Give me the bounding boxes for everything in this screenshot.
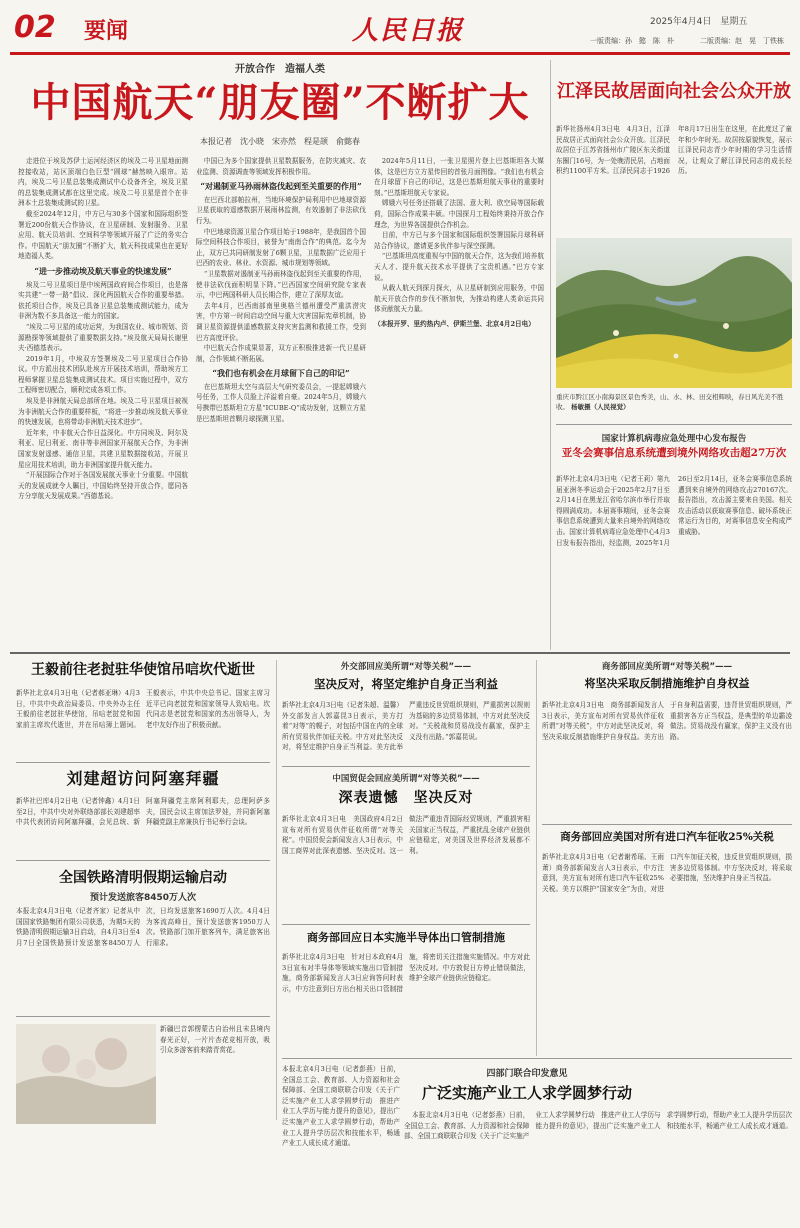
railway-headline: 全国铁路清明假期运输启动	[59, 870, 227, 886]
mfa-body: 新华社北京4月3日电（记者朱超、温馨）外交部发言人郭嘉昆3日表示，美方打着“对等”的幌子，对包括中国在内的全球所有贸易伙伴加征关税。中方对此坚决反对，将坚定维护自身正当利益。美方此举严重违反世贸组织规则，严重损害以规则为基础的多边贸易体制，中方对此坚决反对。“关税战和贸易战没有赢家，保护主义没有出路。”郭嘉昆说。	[282, 701, 530, 752]
masthead-logo: 人民日报	[352, 16, 465, 46]
lead-subhead: “我们也有机会在月球留下自己的印记”	[212, 368, 350, 379]
wangyi-body: 新华社北京4月3日电（记者郝亚琳）4月3日，中共中央政治局委员、中央外办主任王毅前往老挝驻华使馆，吊唁老挝党和国家前主席坎代逝世，并在吊唁簿上题词。王毅表示，中共中央总书记、国家主席习近平已向老挝党和国家领导人致唁电。坎代同志是老挝党和国家的杰出领导人，为老中友好作出了积极贡献。	[16, 689, 270, 729]
divider	[10, 652, 790, 654]
lead-headline: 中国航天“朋友圈”不断扩大	[30, 79, 530, 126]
auto-tariff-body: 新华社北京4月3日电（记者谢希瑶、王雨萧）商务部新闻发言人3日表示，中方注意到，美方宣布对所有进口汽车征收25%关税。美方以维护“国家安全”为由，对进口汽车加征关税，违反世贸组织规则，损害多边贸易体制。中方坚决反对，将采取必要措施，坚决维护自身正当权益。	[542, 853, 792, 893]
lead-subhead: “对遏制亚马孙雨林盗伐起到至关重要的作用”	[200, 181, 362, 192]
editor-line-1: 一版责编：孙 懿 陈 朴	[590, 37, 674, 45]
divider	[16, 860, 270, 861]
lead-paragraph: 截至2024年12月，中方已与30多个国家和国际组织签署近200份航天合作协议，在卫星研制、发射服务、卫星应用、航天员培训、空间科学等领域开展了广泛的务实合作。中国航天“朋友圈”不断扩大，航天科技成果也在更好地造福人类。	[18, 209, 188, 261]
ccpit-kicker: 中国贸促会回应美所谓“对等关税”——	[332, 774, 480, 784]
talent-body-left: 本报北京4月3日电（记者彭燕）日前，全国总工会、教育部、人力资源和社会保障部、全国工商联联合印发《关于广泛实施产业工人求学圆梦行动 推进产业工人学历与能力提升的意见》，提出广泛实施产业工人求学圆梦行动，帮助产业工人提升学历层次和技能水平，畅通产业工人成长成才通道。	[282, 1065, 400, 1148]
ccpit-body: 新华社北京4月3日电 美国政府4月2日宣布对所有贸易伙伴征收所谓“对等关税”。中国贸促会新闻发言人3日表示，中国工商界对此深表遗憾、坚决反对。这一做法严重违背国际经贸规则，严重损害相关国家正当权益，严重扰乱全球产业链供应链稳定，对美国及世界经济发展都不利。	[282, 815, 530, 855]
mfa-headline: 坚决反对，将坚定维护自身正当利益	[314, 677, 498, 691]
lead-paragraph: “巴基斯坦高度重视与中国的航天合作，这为我们培养航天人才、提升航天技术水平提供了宝贵机遇。”巴方专家说。	[374, 252, 544, 282]
railway-body: 本报北京4月3日电（记者齐家）记者从中国国家铁路集团有限公司获悉，为期5天的铁路清明假期运输3日启动，自4月3日至4月7日全国铁路预计发送旅客8450万人次，日均发送旅客1690万人次。4月4日为客流高峰日，预计发送旅客1950万人次。铁路部门加开旅客列车，满足旅客出行需求。	[16, 907, 270, 947]
lead-paragraph: “卫星数据对遏制亚马孙雨林盗伐起到至关重要的作用，使非法砍伐面积明显下降。”巴西国家空间研究院专家表示，中巴两国科研人员长期合作，建立了深厚友谊。	[196, 269, 366, 300]
lead-paragraph: 中巴航天合作成果显著，双方正积极推进新一代卫星研制，合作领域不断拓展。	[196, 344, 366, 363]
lead-column-1	[18, 156, 188, 644]
editor-line-2: 二版责编：赵 晃 丁铁栋	[700, 37, 784, 45]
ad-caption: 新疆巴音郭楞蒙古自治州且末县境内春光正好，一片片杏花竞相开放，吸引众多游客前来踏青赏花。	[160, 1025, 270, 1055]
lead-paragraph: 去年4月，巴西南部南里奥格兰德州遭受严重洪涝灾害，中方第一时间启动空间与重大灾害国际宪章机制，协调卫星资源提供遥感数据支持灾害监测和救援工作，受到巴方高度评价。	[196, 301, 366, 342]
lead-dateline: （本报开罗、里约热内卢、伊斯兰堡、北京4月2日电）	[374, 319, 535, 328]
lead-subhead: “进一步推动埃及航天事业的快速发展”	[34, 265, 172, 276]
landscape-photo	[556, 238, 792, 388]
mofcom-headline: 将坚决采取反制措施维护自身权益	[584, 677, 750, 690]
divider	[282, 766, 530, 767]
japan-export-headline: 商务部回应日本实施半导体出口管制措施	[307, 931, 505, 944]
lead-paragraph: 从载人航天到探月探火，从卫星研制到应用服务，中国航天开放合作的步伐不断加快，为推动构建人类命运共同体贡献航天力量。	[374, 284, 544, 314]
liujianchao-headline: 刘建超访问阿塞拜疆	[66, 769, 220, 788]
cyber-body: 新华社北京4月3日电（记者王莉）第九届亚洲冬季运动会于2025年2月7日至2月14日在黑龙江省哈尔滨市举行并取得圆满成功。本届赛事期间，亚冬会赛事信息系统遭到大量来自境外的网络攻击。国家计算机病毒应急处理中心4月3日发布报告指出，经监测，2025年1月26日至2月14日，亚冬会赛事信息系统遭到来自境外的网络攻击270167次。报告指出，攻击源主要来自美国。相关攻击活动以获取赛事信息、破坏系统正常运行为目的，对赛事信息安全构成严重威胁。	[556, 475, 792, 547]
auto-tariff-headline: 商务部回应美国对所有进口汽车征收25%关税	[560, 831, 774, 843]
lead-column-3	[374, 156, 544, 644]
page-number: 02	[14, 10, 56, 45]
issue-date: 2025年4月4日 星期五	[650, 17, 748, 27]
lead-paragraph: 在巴基斯坦太空与高层大气研究委员会，一提起嫦娥六号任务，工作人员脸上洋溢着自豪。2024年5月，嫦娥六号携带巴基斯坦立方星“ICUBE-Q”成功发射，这颗立方星是巴基斯坦首颗月球探测卫星。	[196, 382, 366, 423]
lead-paragraph: 嫦娥六号任务还搭载了法国、意大利、欧空局等国际载荷，国际合作成果丰硕。中国探月工程始终秉持开放合作理念，为世界各国提供合作机会。	[374, 199, 544, 229]
railway-subtitle: 预计发送旅客8450万人次	[89, 893, 197, 903]
lead-paragraph: 2019年1月，中埃双方签署埃及二号卫星项目合作协议。中方派出技术团队赴埃方开展技术培训，帮助埃方工程师掌握卫星总装集成测试技术。项目实施过程中，双方工程师密切配合，顺利完成各项工作。	[18, 354, 188, 395]
lead-paragraph: 埃及二号卫星项目是中埃两国政府间合作项目，也是落实共建“一带一路”倡议、深化两国航天合作的重要举措。依托项目合作，埃及已具备卫星总装集成测试能力，成为非洲为数不多具备这一能力的国家。	[18, 280, 188, 321]
lead-paragraph: 中国已为多个国家提供卫星数据服务，在防灾减灾、农业监测、资源调查等领域发挥积极作用。	[196, 157, 366, 176]
ccpit-headline: 深表遗憾 坚决反对	[338, 790, 474, 806]
japan-export-body: 新华社北京4月3日电 针对日本政府4月3日宣布对半导体等领域实施出口管制措施，商务部新闻发言人3日应询答问时表示，中方注意到日方出台相关出口管制措施，将密切关注措施实施情况。中方对此坚决反对。中方敦促日方停止错误做法，维护全球产业链供应链稳定。	[282, 953, 530, 993]
column-divider	[276, 660, 277, 1120]
lead-paragraph: “埃及二号卫星的成功运营，为我国农业、城市规划、资源勘探等领域提供了重要数据支持。”埃及航天局局长谢里夫·西德基表示。	[18, 322, 188, 353]
residence-headline: 江泽民故居面向社会公众开放	[557, 81, 791, 102]
talent-kicker: 四部门联合印发意见	[486, 1069, 568, 1079]
lead-paragraph: 中巴地球资源卫星合作项目始于1988年，是我国首个国际空间科技合作项目，被誉为“南南合作”的典范。迄今为止，双方已共同研制发射了6颗卫星，卫星数据广泛应用于巴西的农业、林业、水资源、城市规划等领域。	[196, 227, 366, 268]
divider	[282, 924, 530, 925]
divider	[16, 762, 270, 763]
column-divider	[550, 60, 551, 650]
column-divider	[536, 660, 537, 1056]
lead-byline: 本报记者 沈小晓 宋亦然 程是颉 俞懿春	[200, 137, 360, 146]
landscape-photo-graphic	[556, 238, 792, 388]
divider	[282, 1058, 792, 1059]
divider	[16, 1016, 270, 1017]
mofcom-body: 新华社北京4月3日电 商务部新闻发言人3日表示，美方宣布对所有贸易伙伴征收所谓“对等关税”，中方对此坚决反对，将坚决采取反制措施维护自身权益。美方出于自身利益需要，违背世贸组织规则，严重损害各方正当权益，是典型的单边霸凌做法。贸易战没有赢家，保护主义没有出路。	[542, 701, 792, 741]
residence-body: 新华社扬州4月3日电 4月3日，江泽民故居正式面向社会公众开放。江泽民故居位于江苏省扬州市广陵区东关街道东圈门16号，为一处晚清民居，占地面积约1100平方米。江泽民同志于1926年8月17日出生在这里，在此度过了童年和少年时光。故居按原貌恢复，展示江泽民同志青少年时期的学习生活情况，让观众了解江泽民同志的成长经历。	[556, 125, 792, 176]
talent-paragraph: 本报北京4月3日电（记者彭燕）日前，全国总工会、教育部、人力资源和社会保障部、全国工商联联合印发《关于广泛实施产业工人求学圆梦行动 推进产业工人学历与能力提升的意见》，提出广泛实施产业工人求学圆梦行动，帮助产业工人提升学历层次和技能水平，畅通产业工人成长成才通道。	[404, 1111, 792, 1141]
wangyi-headline: 王毅前往老挝驻华使馆吊唁坎代逝世	[31, 662, 255, 678]
ad-photo-graphic	[16, 1024, 156, 1124]
lead-paragraph: 埃及是非洲航天局总部所在地。埃及二号卫星项目被视为非洲航天合作的重要样板，“将进一步推动埃及航天事业的快速发展，也将带动非洲航天技术进步”。	[18, 397, 188, 427]
masthead-rule	[10, 52, 790, 55]
lead-kicker: 开放合作 造福人类	[235, 64, 325, 75]
lead-paragraph: 2024年5月11日，一张卫星照片登上巴基斯坦各大媒体，这是巴方立方星传回的首张月面图像。“我们也有机会在月球留下自己的印记，这是巴基斯坦航天事业的重要时刻。”巴基斯坦航天专家说。	[374, 157, 544, 197]
cyber-kicker: 国家计算机病毒应急处理中心发布报告	[601, 434, 747, 444]
photo-caption-text: 重庆市黔江区小南海景区景色秀美，山、水、林、田交相辉映，春日风光美不胜收。	[556, 393, 784, 411]
photo-credit: 杨敏摄（人民视觉）	[571, 403, 630, 411]
photo-caption	[556, 392, 792, 412]
divider	[542, 824, 792, 825]
lead-paragraph: “开展国际合作对于各国发展航天事业十分重要。中国航天的发展成就令人瞩目，中国始终坚持开放合作，愿同各方分享航天发展成果。”西德基说。	[18, 471, 188, 501]
divider	[556, 424, 792, 425]
lead-paragraph: 近年来，中非航天合作日益深化。中方同埃及、阿尔及利亚、尼日利亚、南非等非洲国家开展航天合作，为非洲国家发射遥感、通信卫星，共建卫星数据接收站，开展卫星应用技术培训，助力非洲国家提升航天能力。	[18, 428, 188, 469]
lead-column-2	[196, 156, 366, 644]
ad-photo	[16, 1024, 156, 1124]
lead-paragraph: 走进位于埃及苏伊士运河经济区的埃及二号卫星地面测控接收站，站区顶端白色巨型“圆球”赫然映入眼帘。站内，埃及二号卫星总装集成测试中心设备齐全，埃及卫星的总装集成测试都在这里完成。埃及二号卫星是首个在非洲本土总装集成测试的卫星。	[18, 157, 188, 208]
lead-paragraph: 目前，中方已与多个国家和国际组织签署国际月球科研站合作协议，邀请更多伙伴参与深空探测。	[374, 231, 544, 250]
liujianchao-body: 新华社巴库4月2日电（记者钟鑫）4月1日至2日，中共中央对外联络部部长刘建超率中共代表团访问阿塞拜疆，会见总统、新阿塞拜疆党主席阿利耶夫，总理阿萨多夫，国民会议主席加法罗娃，并同新阿塞拜疆党副主席兼执行书记举行会谈。	[16, 797, 270, 827]
lead-paragraph: 在巴西北部帕拉州，当地环境保护局利用中巴地球资源卫星获取的遥感数据开展雨林监测，有效遏制了非法砍伐行为。	[196, 195, 366, 225]
talent-body-right	[404, 1110, 792, 1216]
mofcom-kicker: 商务部回应美所谓“对等关税”——	[601, 662, 733, 672]
talent-headline: 广泛实施产业工人求学圆梦行动	[421, 1084, 632, 1102]
mfa-kicker: 外交部回应美所谓“对等关税”——	[340, 662, 472, 672]
cyber-headline: 亚冬会赛事信息系统遭到境外网络攻击超27万次	[561, 447, 787, 459]
section-name: 要闻	[84, 19, 129, 44]
